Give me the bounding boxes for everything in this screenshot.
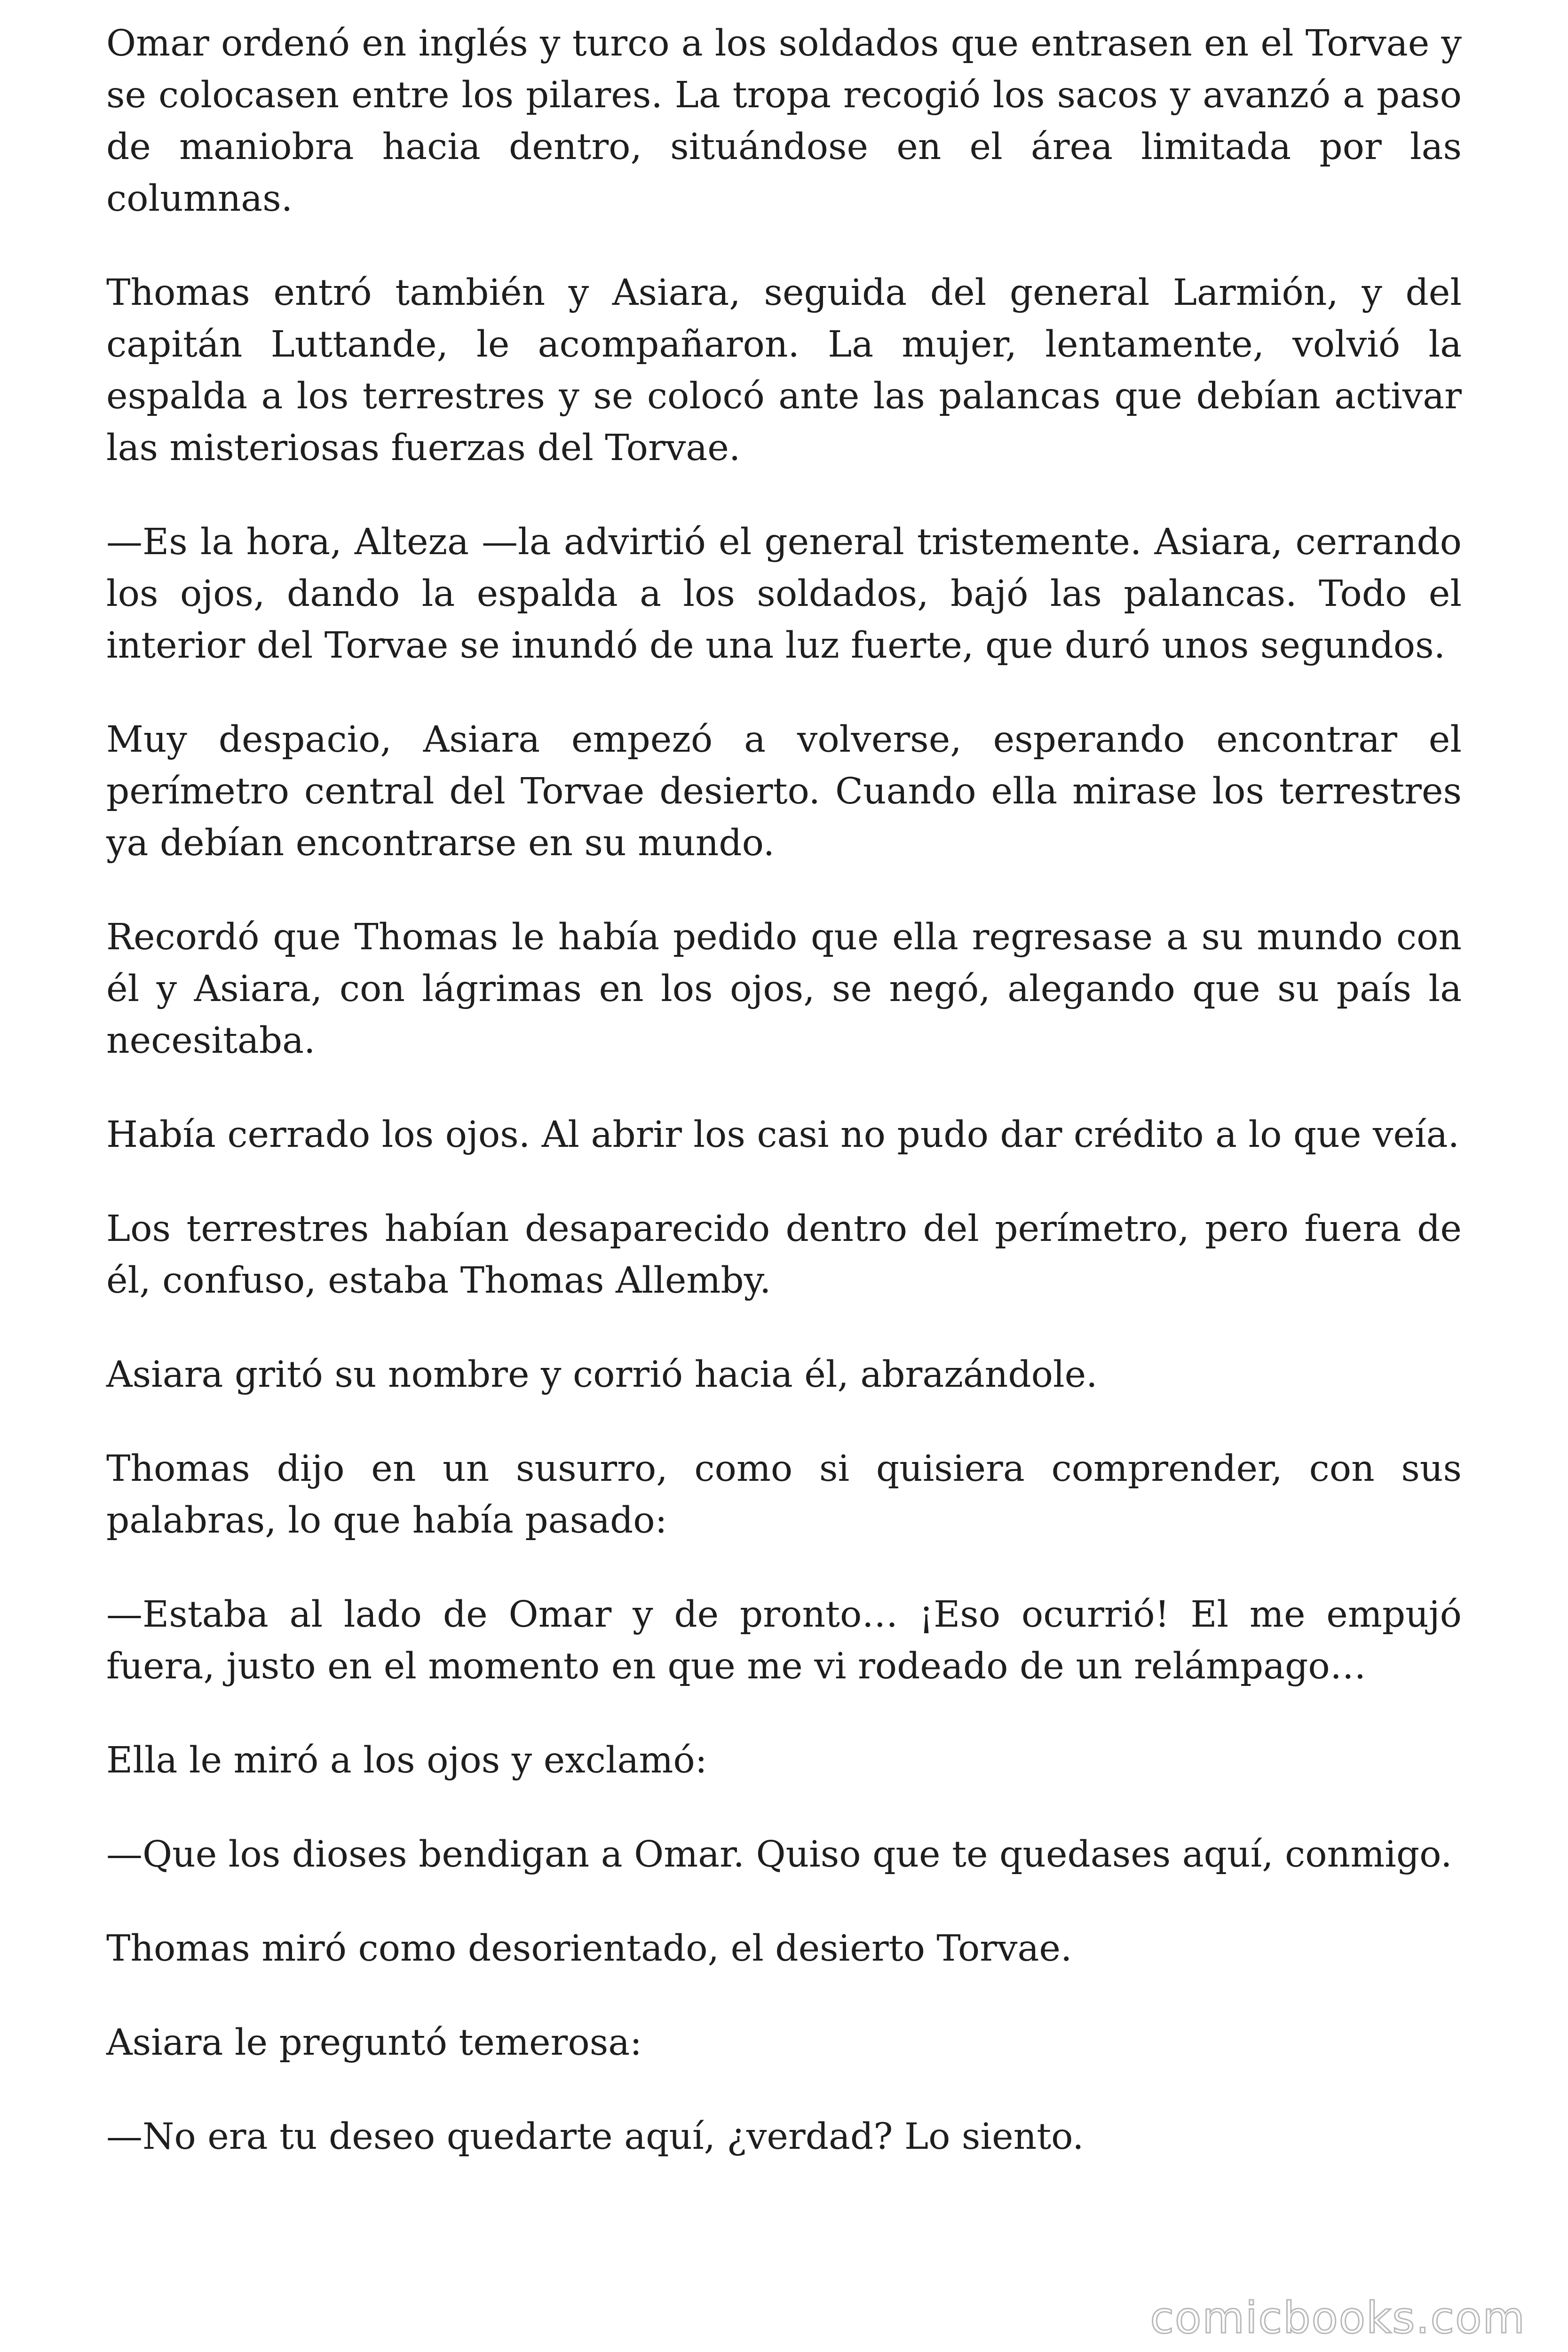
paragraph-3: —Es la hora, Alteza —la advirtió el general tristemente. Asiara, cerrando los ojos, dando la espalda a los soldados, bajó las palancas. Todo el interior del Torvae se inundó de una luz fuerte, que duró unos segundos. bbox=[106, 521, 1462, 667]
paragraph-9: Thomas dijo en un susurro, como si quisiera comprender, con sus palabras, lo que había pasado: bbox=[106, 1448, 1462, 1542]
paragraph-11: Ella le miró a los ojos y exclamó: bbox=[106, 1740, 707, 1781]
paragraph-7: Los terrestres habían desaparecido dentro del perímetro, pero fuera de él, confuso, estaba Thomas Allemby. bbox=[106, 1208, 1462, 1302]
paragraph-6: Había cerrado los ojos. Al abrir los casi no pudo dar crédito a lo que veía. bbox=[106, 1114, 1459, 1156]
paragraph-14: Asiara le preguntó temerosa: bbox=[106, 2022, 642, 2064]
paragraph-8: Asiara gritó su nombre y corrió hacia él, abrazándole. bbox=[106, 1354, 1098, 1396]
paragraph-15: —No era tu deseo quedarte aquí, ¿verdad? Lo siento. bbox=[106, 2116, 1084, 2158]
paragraph-13: Thomas miró como desorientado, el desierto Torvae. bbox=[106, 1928, 1072, 1970]
paragraph-12: —Que los dioses bendigan a Omar. Quiso que te quedases aquí, conmigo. bbox=[106, 1834, 1452, 1875]
paragraph-4: Muy despacio, Asiara empezó a volverse, esperando encontrar el perímetro central del Torvae desierto. Cuando ella mirase los terrestres ya debían encontrarse en su mundo. bbox=[106, 719, 1462, 864]
paragraph-10: —Estaba al lado de Omar y de pronto… ¡Eso ocurrió! El me empujó fuera, justo en el momento en que me vi rodeado de un relámpago… bbox=[106, 1594, 1462, 1687]
paragraph-2: Thomas entró también y Asiara, seguida del general Larmión, y del capitán Luttande, le acompañaron. La mujer, lentamente, volvió la espalda a los terrestres y se colocó ante las palancas que debían activar las misteriosas fuerzas del Torvae. bbox=[106, 272, 1462, 469]
paragraph-1: Omar ordenó en inglés y turco a los soldados que entrasen en el Torvae y se colocasen entre los pilares. La tropa recogió los sacos y avanzó a paso de maniobra hacia dentro, situándose en el área limitada por las columnas. bbox=[106, 23, 1462, 220]
paragraph-5: Recordó que Thomas le había pedido que ella regresase a su mundo con él y Asiara, con lágrimas en los ojos, se negó, alegando que su país la necesitaba. bbox=[106, 916, 1462, 1062]
watermark-logo: comicbooks.com bbox=[1150, 2293, 1526, 2343]
